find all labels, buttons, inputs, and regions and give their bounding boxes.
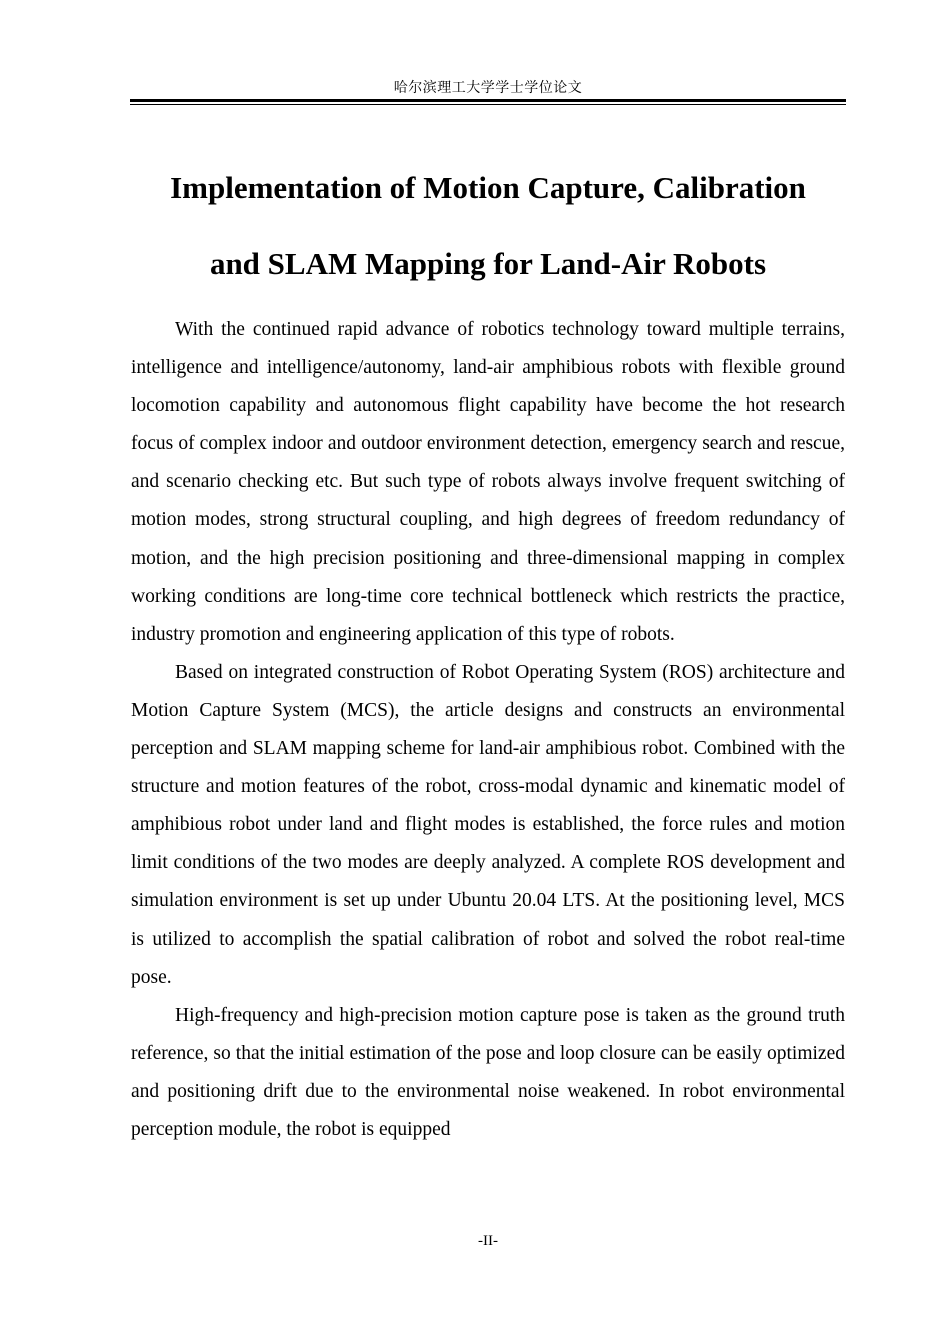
paper-title-line-1: Implementation of Motion Capture, Calibration <box>170 170 806 205</box>
running-header: 哈尔滨理工大学学士学位论文 <box>393 80 583 96</box>
abstract-paragraph-1: With the continued rapid advance of robotics technology toward multiple terrains, intelligence and intelligence/autonomy, land-air amphibious robots with flexible ground locomotion capability and autonomous flight capability have become the hot research focus of complex indoor and outdoor environment detection, emergency search and rescue, and scenario checking etc. But such type of robots always involve frequent switching of motion modes, strong structural coupling, and high degrees of freedom redundancy of motion, and the high precision positioning and three-dimensional mapping in complex working conditions are long-time core technical bottleneck which restricts the practice, industry promotion and engineering application of this type of robots. <box>131 319 845 645</box>
header-rule-thick <box>130 99 846 102</box>
abstract-body <box>131 311 845 1149</box>
paper-title-line-2: and SLAM Mapping for Land-Air Robots <box>209 246 767 281</box>
header-rule-thin <box>130 104 846 105</box>
abstract-paragraph-2: Based on integrated construction of Robot Operating System (ROS) architecture and Motion Capture System (MCS), the article designs and constructs an environmental perception and SLAM mapping scheme for land-air amphibious robot. Combined with the structure and motion features of the robot, cross-modal dynamic and kinematic model of amphibious robot under land and flight modes is established, the force rules and motion limit conditions of the two modes are deeply analyzed. A complete ROS development and simulation environment is set up under Ubuntu 20.04 LTS. At the positioning level, MCS is utilized to accomplish the spatial calibration of robot and solved the robot real-time pose. <box>131 661 845 988</box>
paper-title <box>130 150 846 302</box>
abstract-paragraph-3: High-frequency and high-precision motion capture pose is taken as the ground truth reference, so that the initial estimation of the pose and loop closure can be easily optimized and positioning drift due to the environmental noise weakened. In robot environmental perception module, the robot is equipped <box>131 1004 845 1140</box>
page-number: -II- <box>478 1233 498 1249</box>
